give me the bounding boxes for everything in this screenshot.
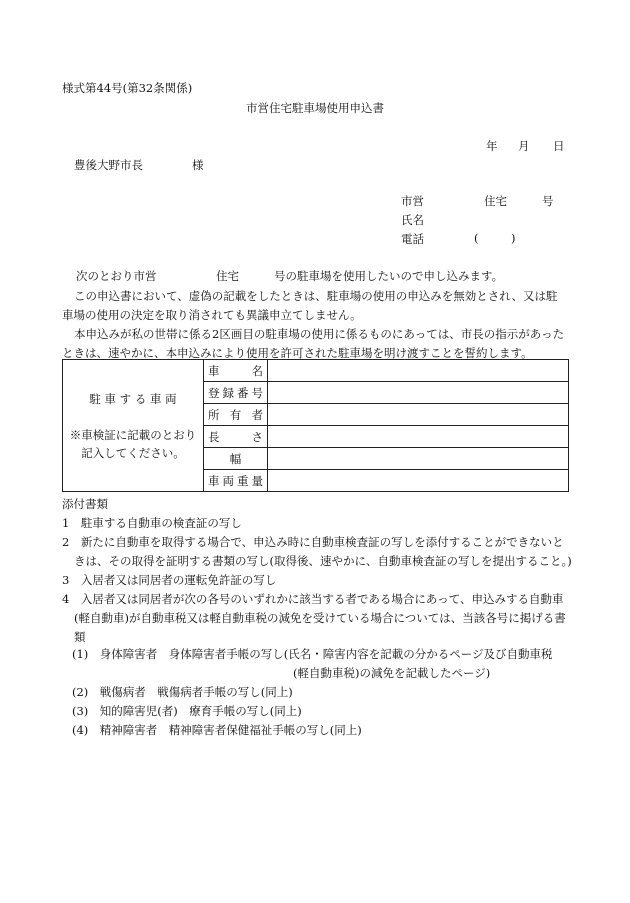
- label-vehicle-weight: 車両重量: [204, 470, 268, 492]
- statement-line1-c: 号の駐車場を使用したいので申し込みます。: [274, 269, 504, 283]
- date-month: 月: [518, 139, 530, 153]
- applicant-jutaku: 住宅: [484, 194, 507, 208]
- applicant-phone-paren-open: (: [474, 231, 479, 245]
- field-owner[interactable]: [268, 404, 569, 426]
- attachment-sub-3: (3) 知的障害児(者) 療育手帳の写し(同上): [72, 704, 302, 718]
- attachment-item-3: 3 入居者又は同居者の運転免許証の写し: [62, 573, 277, 587]
- date-day: 日: [553, 139, 565, 153]
- attachment-sub-2: (2) 戦傷病者 戦傷病者手帳の写し(同上): [72, 685, 293, 699]
- applicant-go: 号: [542, 194, 554, 208]
- addressee-mayor: 豊後大野市長: [74, 158, 143, 172]
- vehicle-table-note-2: 記入してください。: [81, 445, 185, 460]
- attachment-sub-4: (4) 精神障害者 精神障害者保健福祉手帳の写し(同上): [72, 723, 362, 737]
- field-car-name[interactable]: [268, 360, 569, 382]
- form-title: 市営住宅駐車場使用申込書: [246, 101, 384, 115]
- statement-line1-a: 次のとおり市営: [76, 269, 157, 283]
- attachment-item-1: 1 駐車する自動車の検査証の写し: [62, 516, 242, 530]
- field-length[interactable]: [268, 426, 569, 448]
- applicant-phone-label: 電話: [401, 232, 424, 246]
- label-width: 幅: [204, 448, 268, 470]
- attachments-section: [62, 495, 572, 647]
- attachments-heading: 添付書類: [62, 497, 108, 511]
- vehicle-table-left-cell: [63, 360, 204, 492]
- statement-false-entry: この申込書において、虚偽の記載をしたときは、駐車場の使用の申込みを無効とされ、又は駐車場の使用の決定を取り消されても異議申立てしません。: [62, 289, 558, 322]
- attachment-sub-1-line2: (軽自動車税)の減免を記載したページ): [293, 666, 491, 680]
- applicant-shiei: 市営: [401, 194, 424, 208]
- statement-body: [62, 287, 568, 363]
- vehicle-table: [62, 359, 569, 492]
- label-length: 長さ: [204, 426, 268, 448]
- field-registration-number[interactable]: [268, 382, 569, 404]
- field-width[interactable]: [268, 448, 569, 470]
- applicant-phone-paren-close: ): [511, 231, 516, 245]
- date-year: 年: [486, 139, 498, 153]
- applicant-name-label: 氏名: [401, 213, 424, 227]
- vehicle-table-note-1: ※車検証に記載のとおり: [69, 427, 197, 442]
- statement-line1-b: 住宅: [216, 269, 239, 283]
- vehicle-table-title: 駐 車 す る 車 両: [89, 391, 177, 406]
- label-owner: 所有者: [204, 404, 268, 426]
- label-registration-number: 登録番号: [204, 382, 268, 404]
- addressee-sama: 様: [192, 158, 204, 172]
- attachment-item-4: 4 入居者又は同居者が次の各号のいずれかに該当する者である場合にあって、申込みする自動車(軽自動車)が自動車税又は軽自動車税の減免を受けている場合については、当該各号に掲げる書類: [62, 592, 566, 644]
- field-vehicle-weight[interactable]: [268, 470, 569, 492]
- attachment-item-2: 2 新たに自動車を取得する場合で、申込み時に自動車検査証の写しを添付することができないときは、その取得を証明する書類の写し(取得後、速やかに、自動車検査証の写しを提出すること。): [62, 535, 572, 568]
- label-car-name: 車名: [204, 360, 268, 382]
- form-number: 様式第44号(第32条関係): [62, 81, 193, 95]
- attachment-sub-1-line1: (1) 身体障害者 身体障害者手帳の写し(氏名・障害内容を記載の分かるページ及び自動車税: [72, 647, 553, 661]
- statement-second-space: 本申込みが私の世帯に係る2区画目の駐車場の使用に係るものにあっては、市長の指示があったときは、速やかに、本申込みにより使用を許可された駐車場を明け渡すことを誓約します。: [62, 327, 565, 360]
